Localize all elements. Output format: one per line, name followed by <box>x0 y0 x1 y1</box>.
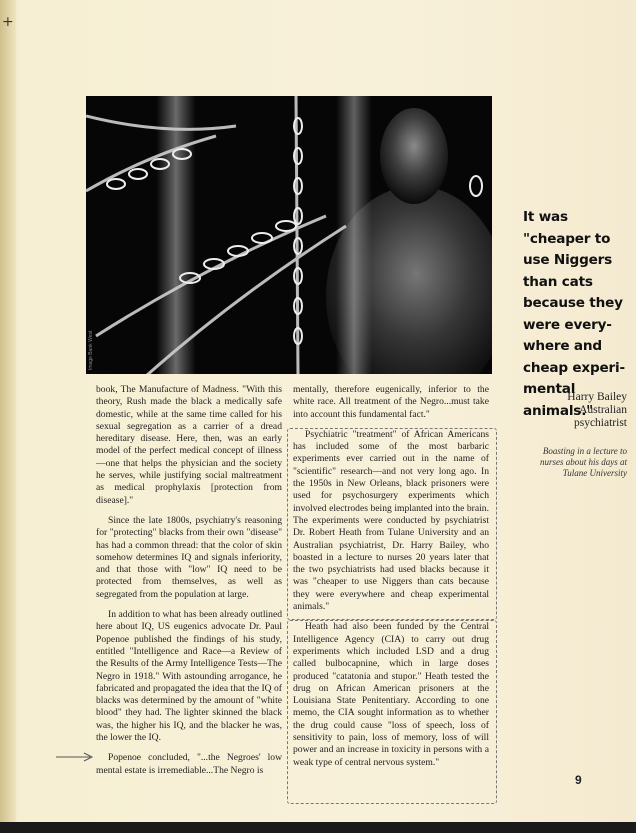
handwritten-mark: + <box>2 14 14 30</box>
chained-man-photo <box>86 96 492 374</box>
photo-credit: Image Bank West <box>88 330 94 370</box>
paragraph: Since the late 1800s, psychiatry's reasoning for "protecting" blacks from their own "disease" has had a common thread: that the color of skin somehow determines IQ and signals inferiority, and that those with "low" IQ need to be protected from themselves, as well as segregated from the population at large. <box>96 514 282 600</box>
attribution-title: Australian <box>579 404 627 416</box>
quote-attribution <box>520 391 627 430</box>
scan-edge <box>0 822 636 833</box>
handwritten-box-mark <box>287 620 497 804</box>
paragraph: book, The Manufacture of Madness. "With this theory, Rush made the black a medically safe domestic, while at the same time called for his sexual segregation as a carrier of a dread hereditary disease. Here, then, was an early model of the perfect medical concept of illness—one that helps the physician and the society he serves, while justifying social maltreatment as medical prophylaxis [protection from disease]." <box>96 384 282 506</box>
attribution-name: Harry Bailey <box>567 391 627 403</box>
photo-illustration <box>86 96 492 374</box>
quote-caption: Boasting in a lecture to nurses about his days at Tulane University <box>539 446 627 478</box>
paragraph: mentally, therefore eugenically, inferior to the white race. All treatment of the Negro...must take into account this fundamental fact." <box>293 384 489 420</box>
paragraph: In addition to what has been already outlined here about IQ, US eugenics advocate Dr. Paul Popenoe published the findings of his study, entitled "Intelligence and Race—a Review of the Results of the Army Intelligence Tests—The Negro in 1918." With astounding arrogance, he fabricated and propagated the idea that the IQ of blacks was determined by the amount of "white blood" they had. The lighter skinned the black was, the higher his IQ, and the blacker he was, the lower the IQ. <box>96 609 282 744</box>
handwritten-box-mark <box>287 428 497 620</box>
paragraph: Popenoe concluded, "...the Negroes' low mental estate is irremediable...The Negro is <box>96 752 282 776</box>
paragraph: Heath had also been funded by the Central Intelligence Agency (CIA) to carry out drug experiments which included LSD and a drug called bulbocapnine, which in large doses produced "catatonia and stupor." Heath tested the drug on African American prisoners at the Louisiana State Penitentiary. According to one memo, the CIA sought information as to whether the drug could cause "loss of speech, loss of sensitivity to pain, loss of memory, loss of will power and an increase in toxicity in persons with a weak type of central nervous system." <box>293 621 489 768</box>
pull-quote: It was "cheaper to use Niggers than cats because they were every-where and cheap experi-mental animals." <box>523 209 625 419</box>
page-gutter <box>0 0 16 833</box>
article-column-1 <box>96 384 282 785</box>
attribution-title: psychiatrist <box>573 417 627 429</box>
page-number: 9 <box>575 773 582 787</box>
handwritten-arrow-icon <box>56 752 96 762</box>
paragraph: Psychiatric "treatment" of African Americans has included some of the most barbaric experiments ever carried out in the name of "scientific" research—and not very long ago. In the 1950s in New Orleans, black prisoners were used for psychosurgery experiments which involved electrodes being implanted into the brain. The experiments were conducted by psychiatrist Dr. Robert Heath from Tulane University and an Australian psychiatrist, Dr. Harry Bailey, who boasted in a lecture to nurses 20 years later that the two psychiatrists had used blacks because it was "cheaper to use Niggers than cats because they were everywhere and cheap experimental animals." <box>293 428 489 613</box>
